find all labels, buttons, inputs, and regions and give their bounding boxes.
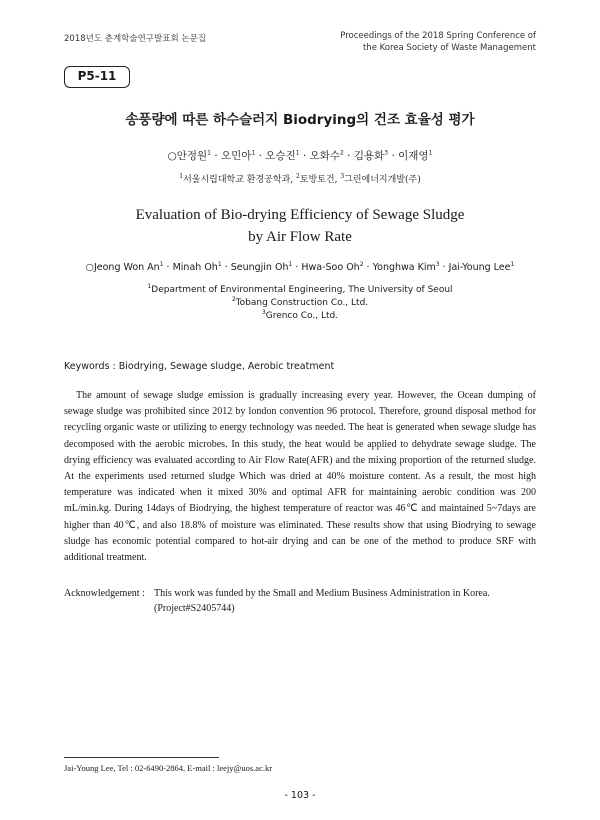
footnote-divider	[64, 757, 219, 758]
affiliation-mark: 2	[296, 173, 300, 180]
author-name: 이재영	[398, 150, 429, 162]
author-affiliation-mark: 2	[359, 260, 364, 268]
author-name: Jai-Young Lee	[448, 262, 511, 273]
korean-title: 송풍량에 따른 하수슬러지 Biodrying의 건조 효율성 평가	[125, 112, 475, 128]
author-name: Yonghwa Kim	[372, 262, 436, 273]
author-name: 오승진	[265, 150, 296, 162]
acknowledgement-text: This work was funded by the Small and Medium Business Administration in Korea. (Project#S2405744)	[154, 588, 490, 614]
page-number: - 103 -	[284, 790, 316, 801]
author-separator: ·	[439, 262, 449, 273]
author-name: Minah Oh	[172, 262, 218, 273]
affiliation-text: Tobang Construction Co., Ltd.	[235, 298, 369, 308]
keywords-line: Keywords : Biodrying, Sewage sludge, Aerobic treatment	[64, 361, 335, 372]
acknowledgement-label: Acknowledgement :	[64, 588, 145, 599]
author-name: ○Jeong Won An	[85, 262, 160, 273]
author-affiliation-mark: 1	[288, 260, 293, 268]
author-affiliation-mark: 1	[295, 149, 300, 157]
paper-code-badge: P5-11	[64, 66, 130, 88]
author-separator: ·	[163, 262, 173, 273]
running-header-right	[340, 30, 536, 54]
author-affiliation-mark: 1	[159, 260, 164, 268]
affiliation-mark: 3	[340, 173, 345, 180]
author-name: Hwa-Soo Oh	[301, 262, 360, 273]
english-author-list	[0, 262, 600, 273]
affiliation-text: Grenco Co., Ltd.	[265, 311, 339, 321]
author-separator: ·	[363, 262, 373, 273]
korean-author-list	[0, 148, 600, 163]
affiliation-line	[0, 297, 600, 310]
author-affiliation-mark: 1	[510, 260, 515, 268]
korean-affiliations	[0, 172, 600, 185]
affiliation-text: Department of Environmental Engineering, The University of Seoul	[151, 285, 453, 295]
author-affiliation-mark: 1	[207, 149, 211, 157]
abstract-body: The amount of sewage sludge emission is gradually increasing every year. However, the Ocean dumping of sewage sludge was prohibited since 2012 by london convention 96 protocol. Therefore, ground disposal method for recycling organic waste or utilizing to energy technology was needed. The heat is generated when sewage sludge has decomposed with the aerobic microbes. In this study, the heat would be applied to dehydrate sewage sludge. The drying efficiency was evaluated according to Air Flow Rate(AFR) and the mixing proportion of the returned sludge. At the experiments used returned sludge Which was dried at 40% moisture content. As a result, the most high temperature was indicated when it mixed 30% and optimal AFR for maintaining aerobic condition was 200 mL/min.kg. During 14days of Biodrying, the highest temperature of reactor was 46℃ and maintained 5~7days are higher than 40℃, and also 18.8% of moisture was eliminated. These results show that using Biodrying to sewage sludge has economic potential compared to hot-air drying and can be one of the method to produce SRF with additional treatment.	[64, 390, 536, 564]
english-title	[0, 204, 600, 248]
author-affiliation-mark: 3	[384, 149, 389, 157]
english-title-line1: Evaluation of Bio-drying Efficiency of Sewage Sludge	[135, 207, 465, 223]
author-affiliation-mark: 3	[435, 260, 440, 268]
affiliation-mark: 1	[147, 283, 152, 290]
author-separator: ·	[388, 150, 399, 162]
author-separator: ·	[292, 262, 302, 273]
english-title-line2: by Air Flow Rate	[248, 229, 352, 245]
affiliation-mark: 3	[261, 309, 266, 316]
affiliation-text: 서울시립대학교 환경공학과,	[183, 175, 296, 185]
author-name: 오민아	[221, 150, 252, 162]
author-separator: ·	[255, 150, 266, 162]
affiliation-mark: 1	[179, 173, 184, 180]
corresponding-author-footnote: Jai-Young Lee, Tel : 02-6490-2864, E-mail : leejy@uos.ac.kr	[64, 763, 273, 773]
running-header-right-line1: Proceedings of the 2018 Spring Conference of	[340, 31, 536, 41]
author-name: Seungjin Oh	[230, 262, 289, 273]
author-affiliation-mark: 1	[217, 260, 222, 268]
affiliation-line	[0, 284, 600, 297]
running-header-right-line2: the Korea Society of Waste Management	[362, 43, 536, 53]
author-separator: ·	[343, 150, 354, 162]
author-affiliation-mark: 1	[251, 149, 256, 157]
affiliation-line	[0, 310, 600, 323]
author-name: 오화수	[309, 150, 341, 162]
affiliation-mark: 2	[231, 296, 236, 303]
author-separator: ·	[211, 150, 222, 162]
author-separator: ·	[221, 262, 231, 273]
author-affiliation-mark: 2	[340, 149, 344, 157]
english-affiliations	[0, 284, 600, 323]
author-separator: ·	[299, 150, 310, 162]
affiliation-text: 토방토건,	[299, 175, 341, 185]
running-header-left: 2018년도 춘계학술연구발표회 논문집	[64, 34, 206, 44]
author-name: 김용화	[353, 150, 385, 162]
author-name: ○안정원	[167, 150, 208, 162]
author-affiliation-mark: 1	[428, 149, 433, 157]
affiliation-text: 그린에너지개발(주)	[344, 175, 421, 185]
